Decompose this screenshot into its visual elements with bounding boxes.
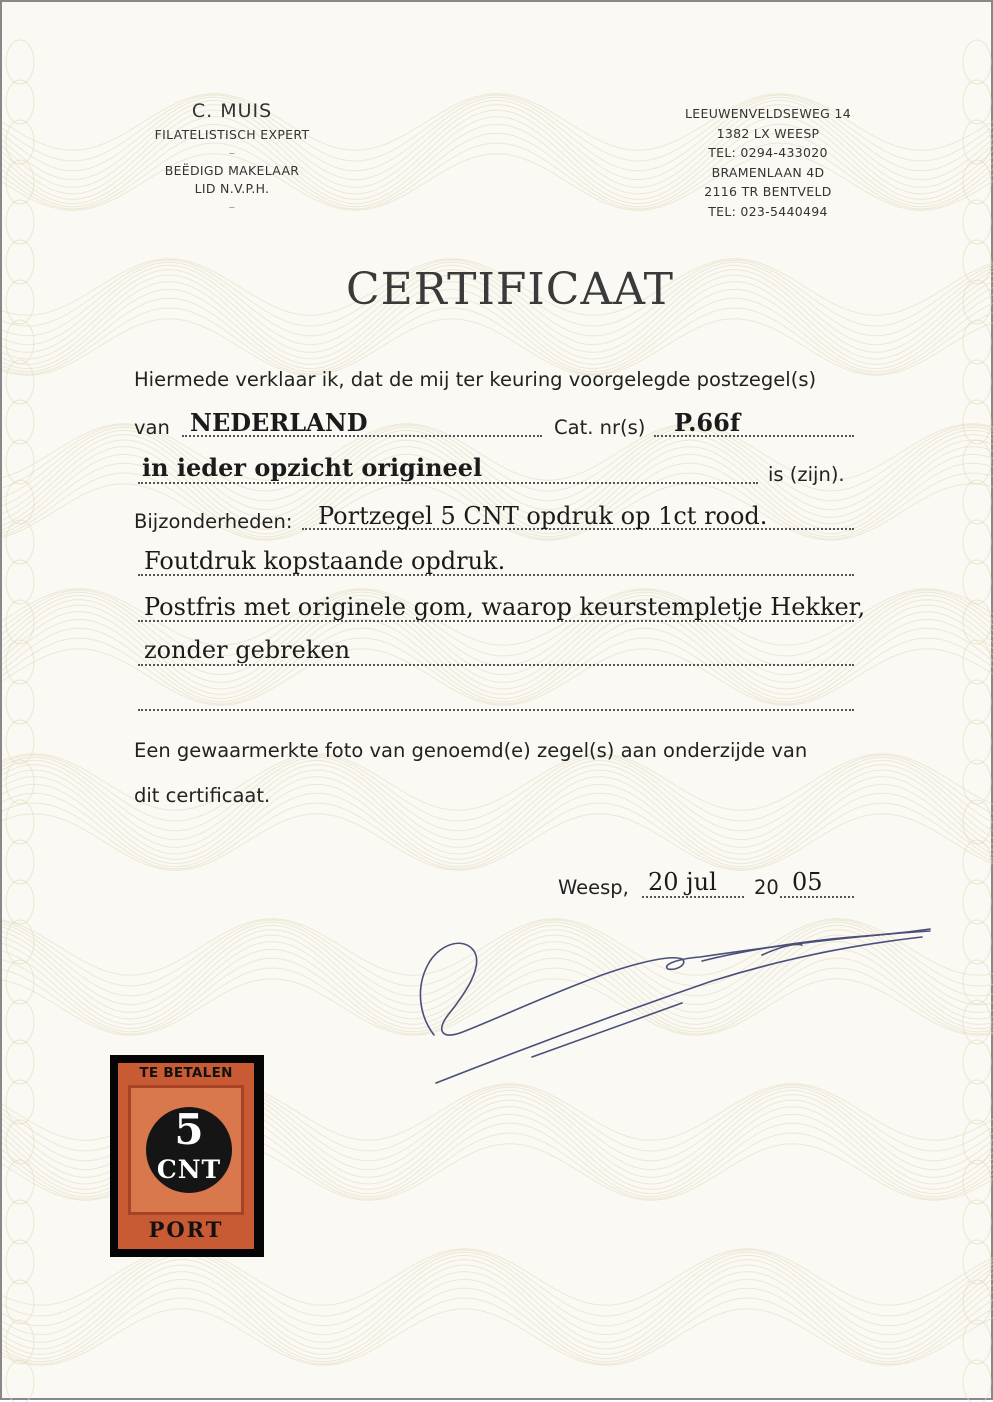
- details-line-1: Portzegel 5 CNT opdruk op 1ct rood.: [318, 502, 768, 530]
- photo-note-line-1: Een gewaarmerkte foto van genoemd(e) zegel(s) aan onderzijde van: [134, 739, 808, 762]
- cat-label: Cat. nr(s): [554, 416, 646, 439]
- verdict-dotted-line: [138, 482, 758, 484]
- details-line-3: Postfris met originele gom, waarop keurstempletje Hekker,: [144, 593, 866, 621]
- stamp-top-text: TE BETALEN: [139, 1065, 233, 1081]
- signature: [382, 907, 942, 1107]
- address-line: 1382 LX WEESP: [716, 125, 820, 141]
- cat-number: P.66f: [674, 408, 741, 437]
- details-dotted-line-4: [138, 664, 854, 666]
- photo-note-line-2: dit certificaat.: [134, 784, 271, 807]
- expert-name: C. MUIS: [191, 100, 273, 122]
- expert-broker: BEËDIGD MAKELAAR: [164, 163, 300, 178]
- expert-separator: –: [228, 145, 236, 160]
- stamp-value: 5: [174, 1105, 204, 1154]
- country-value: NEDERLAND: [190, 408, 368, 437]
- year-dotted-line: [780, 896, 854, 898]
- verdict-value: in ieder opzicht origineel: [142, 453, 483, 482]
- year-prefix: 20: [754, 876, 779, 899]
- address-block: [658, 104, 878, 221]
- place-label: Weesp,: [558, 876, 629, 899]
- details-line-4: zonder gebreken: [144, 636, 351, 664]
- address-line: 2116 TR BENTVELD: [704, 184, 832, 199]
- date-dotted-line: [642, 896, 744, 898]
- stamp-bottom-text: PORT: [148, 1217, 224, 1242]
- expert-separator-2: –: [228, 199, 236, 214]
- van-label: van: [134, 416, 170, 439]
- address-line: TEL: 023-5440494: [708, 203, 828, 219]
- details-label: Bijzonderheden:: [134, 510, 293, 533]
- stamp-photo: [110, 1055, 264, 1257]
- address-line: BRAMENLAAN 4D: [711, 164, 825, 180]
- details-dotted-line-5: [138, 709, 854, 711]
- expert-block: [120, 102, 344, 216]
- date-day-month: 20 jul: [648, 868, 717, 896]
- address-line: TEL: 0294-433020: [708, 145, 828, 160]
- expert-title: FILATELISTISCH EXPERT: [154, 127, 310, 142]
- details-line-2: Foutdruk kopstaande opdruk.: [144, 547, 506, 575]
- certificate-title: CERTIFICAAT: [346, 264, 674, 315]
- is-label: is (zijn).: [768, 463, 845, 486]
- expert-membership: LID N.V.P.H.: [194, 181, 270, 196]
- stamp-unit: CNT: [156, 1155, 222, 1184]
- address-line: LEEUWENVELDSEWEG 14: [685, 106, 851, 121]
- intro-text: Hiermede verklaar ik, dat de mij ter keuring voorgelegde postzegel(s): [134, 368, 817, 391]
- year-suffix: 05: [792, 868, 823, 896]
- stamp-paper: [118, 1063, 254, 1249]
